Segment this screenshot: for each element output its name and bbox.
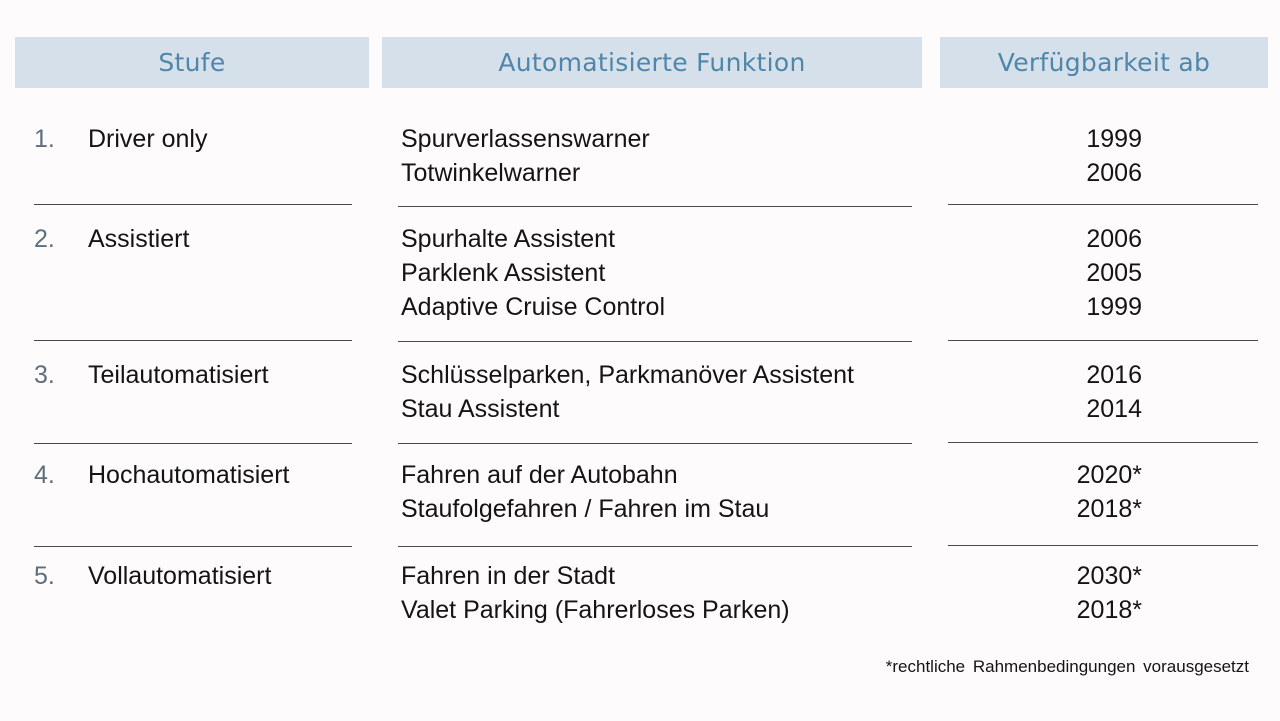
divider <box>948 545 1258 546</box>
row-number: 1. <box>34 125 55 153</box>
header-verfuegbarkeit-label: Verfügbarkeit ab <box>997 48 1211 77</box>
header-funktion-label: Automatisierte Funktion <box>498 48 806 77</box>
row-number: 2. <box>34 225 55 253</box>
year-item: 2018* <box>1076 596 1142 624</box>
header-verfuegbarkeit <box>940 37 1268 88</box>
level-name: Hochautomatisiert <box>88 461 290 489</box>
divider <box>34 546 352 547</box>
divider <box>398 546 912 547</box>
year-list <box>1030 458 1142 526</box>
row-number: 4. <box>34 461 55 489</box>
year-item: 2014 <box>1086 395 1142 423</box>
year-list <box>1030 559 1142 627</box>
function-item: Fahren in der Stadt <box>401 562 616 590</box>
divider <box>398 206 912 207</box>
year-item: 2030* <box>1076 562 1142 590</box>
year-list <box>1030 358 1142 426</box>
year-item: 2016 <box>1086 361 1142 389</box>
year-item: 2020* <box>1076 461 1142 489</box>
divider <box>34 443 352 444</box>
function-item: Schlüsselparken, Parkmanöver Assistent <box>401 361 854 389</box>
year-list <box>1030 122 1142 190</box>
function-item: Stau Assistent <box>401 395 560 423</box>
header-funktion <box>382 37 922 88</box>
function-list <box>401 458 921 526</box>
function-list <box>401 358 921 426</box>
year-item: 2018* <box>1076 495 1142 523</box>
year-item: 1999 <box>1086 125 1142 153</box>
year-item: 2006 <box>1086 159 1142 187</box>
year-item: 2005 <box>1086 259 1142 287</box>
year-list <box>1030 222 1142 324</box>
level-name: Vollautomatisiert <box>88 562 272 590</box>
function-item: Spurhalte Assistent <box>401 225 616 253</box>
function-list <box>401 559 921 627</box>
divider <box>948 340 1258 341</box>
divider <box>398 443 912 444</box>
year-item: 2006 <box>1086 225 1142 253</box>
function-item: Fahren auf der Autobahn <box>401 461 678 489</box>
function-item: Parklenk Assistent <box>401 259 606 287</box>
function-item: Totwinkelwarner <box>401 159 581 187</box>
function-item: Valet Parking (Fahrerloses Parken) <box>401 596 790 624</box>
row-number: 5. <box>34 562 55 590</box>
year-item: 1999 <box>1086 293 1142 321</box>
divider <box>34 340 352 341</box>
function-list <box>401 122 921 190</box>
divider <box>34 204 352 205</box>
function-list <box>401 222 921 324</box>
level-name: Driver only <box>88 125 208 153</box>
row-number: 3. <box>34 361 55 389</box>
divider <box>398 341 912 342</box>
footnote: *rechtliche Rahmenbedingungen vorausgesetzt <box>885 657 1249 676</box>
header-stufe-label: Stufe <box>158 48 226 77</box>
divider <box>948 442 1258 443</box>
divider <box>948 204 1258 205</box>
function-item: Staufolgefahren / Fahren im Stau <box>401 495 770 523</box>
level-name: Teilautomatisiert <box>88 361 269 389</box>
header-stufe <box>15 37 369 88</box>
function-item: Spurverlassenswarner <box>401 125 650 153</box>
level-name: Assistiert <box>88 225 190 253</box>
function-item: Adaptive Cruise Control <box>401 293 666 321</box>
